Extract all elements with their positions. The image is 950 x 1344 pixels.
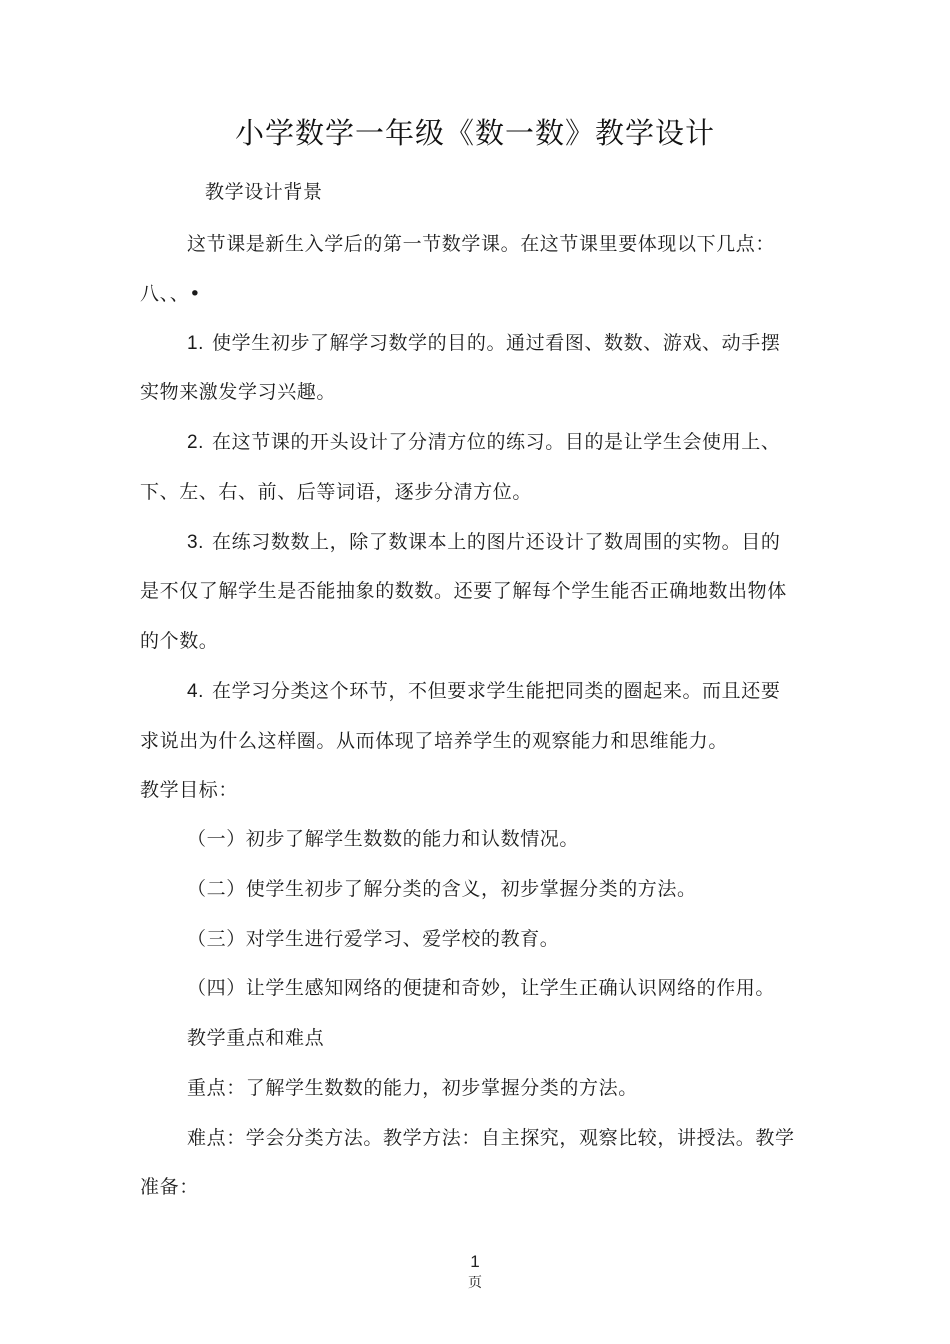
point-4-number: 4. [187, 681, 205, 702]
key-point: 重点：了解学生数数的能力，初步掌握分类的方法。 [187, 1077, 638, 1099]
difficulty-line-1: 难点：学会分类方法。教学方法：自主探究，观察比较，讲授法。教学 [187, 1127, 795, 1149]
page-label: 页 [468, 1275, 482, 1291]
point-2-line-1 [187, 428, 780, 457]
key-heading: 教学重点和难点 [187, 1027, 325, 1049]
point-2-text: 在这节课的开头设计了分清方位的练习。目的是让学生会使用上、 [212, 431, 781, 453]
background-heading: 教学设计背景 [205, 181, 323, 203]
goal-3: （三）对学生进行爱学习、爱学校的教育。 [187, 928, 560, 950]
point-3-number: 3. [187, 532, 205, 553]
point-3-line-1 [187, 528, 780, 557]
goal-2: （二）使学生初步了解分类的含义，初步掌握分类的方法。 [187, 878, 697, 900]
page-number: 1 [470, 1252, 480, 1271]
point-3-line-2: 是不仅了解学生是否能抽象的数数。还要了解每个学生能否正确地数出物体 [140, 580, 787, 602]
point-3-text: 在练习数数上，除了数课本上的图片还设计了数周围的实物。目的 [212, 531, 781, 553]
goal-1: （一）初步了解学生数数的能力和认数情况。 [187, 828, 580, 850]
goal-4: （四）让学生感知网络的便捷和奇妙，让学生正确认识网络的作用。 [187, 977, 776, 999]
point-1-line-2: 实物来激发学习兴趣。 [140, 381, 337, 403]
point-2-line-2: 下、左、右、前、后等词语，逐步分清方位。 [140, 481, 533, 503]
intro-line-1: 这节课是新生入学后的第一节数学课。在这节课里要体现以下几点： [187, 233, 776, 255]
point-1-number: 1. [187, 333, 205, 354]
point-1-line-1 [187, 329, 780, 358]
document-title: 小学数学一年级《数一数》教学设计 [234, 116, 715, 150]
point-4-text: 在学习分类这个环节，不但要求学生能把同类的圈起来。而且还要 [212, 680, 781, 702]
point-4-line-1 [187, 677, 780, 706]
point-4-line-2: 求说出为什么这样圈。从而体现了培养学生的观察能力和思维能力。 [140, 730, 729, 752]
point-2-number: 2. [187, 432, 205, 453]
point-1-text: 使学生初步了解学习数学的目的。通过看图、数数、游戏、动手摆 [212, 332, 781, 354]
point-3-line-3: 的个数。 [140, 630, 219, 652]
intro-line-2: 八、、• [140, 283, 202, 305]
difficulty-line-2: 准备： [140, 1176, 199, 1198]
goals-heading: 教学目标： [140, 779, 239, 801]
